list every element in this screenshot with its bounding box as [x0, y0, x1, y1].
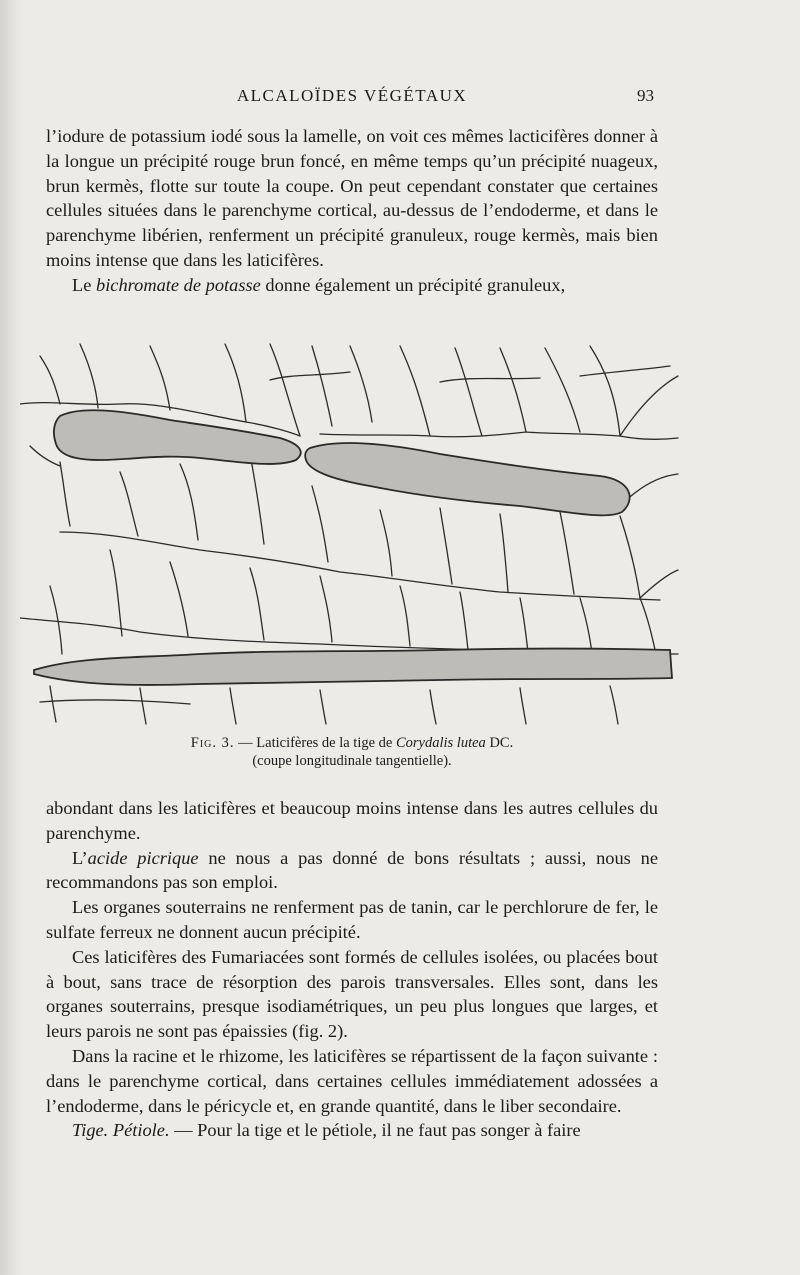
figure-laticiferes	[20, 336, 680, 726]
page-edge-shadow	[0, 0, 22, 1275]
paragraph-bichromate	[46, 273, 658, 298]
paragraph-abondant: abondant dans les laticifères et beaucoup moins intense dans les autres cellules du parenchyme.	[46, 798, 658, 843]
paragraph-acide-rest: ne nous a pas donné de bons résultats ; aussi, nous ne recommandons pas son emploi.	[46, 847, 658, 893]
text-block-top	[46, 124, 658, 298]
paragraph-bichromate-lead: Le	[72, 274, 96, 295]
paragraph-tige-term: Tige. Pétiole.	[72, 1120, 170, 1141]
paragraph-organes: Les organes souterrains ne renferment pas de tanin, car le perchlorure de fer, le sulfate ferreux ne donnent aucun précipité.	[46, 897, 658, 942]
paragraph-acide-lead: L’	[72, 847, 88, 868]
caption-text: — Laticifères de la tige de	[234, 735, 396, 751]
laticifer-lower	[34, 649, 672, 685]
paragraph-iodure: l’iodure de potassium iodé sous la lamelle, on voit ces mêmes lacticifères donner à la longue un précipité rouge brun foncé, en même temps qu’un précipité nuageux, brun kermès, flotte sur toute la coupe. On peut cependant constater que certaines cellules situées dans le parenchyme cortical, au-dessus de l’endoderme, et dans le parenchyme libérien, renferment un précipité granuleux, rouge kermès, mais bien moins intense que dans les laticifères.	[46, 126, 658, 270]
caption-author: DC.	[485, 735, 514, 751]
caption-line-2: (coupe longitudinale tangentielle).	[252, 753, 452, 769]
paragraph-fumariacees: Ces laticifères des Fumariacées sont formés de cellules isolées, ou placées bout à bout, sans trace de résorption des parois transversales. Elles sont, dans les organes souterrains, presque isodiamétriques, un peu plus longues que larges, et leurs parois ne sont pas épaissies (fig. 2).	[46, 946, 658, 1042]
paragraph-bichromate-term: bichromate de potasse	[96, 274, 261, 295]
page-number: 93	[637, 86, 654, 105]
paragraph-tige-rest: — Pour la tige et le pétiole, il ne faut pas songer à faire	[169, 1120, 581, 1141]
caption-line-1	[46, 734, 658, 752]
paragraph-acide-term: acide picrique	[87, 847, 199, 868]
laticifer-illustration	[20, 336, 680, 726]
laticifer-upper-right	[305, 443, 629, 516]
figure-label: Fig. 3.	[190, 735, 235, 751]
caption-species: Corydalis lutea	[395, 735, 486, 751]
text-block-bottom	[46, 796, 658, 1143]
running-header	[46, 86, 658, 112]
paragraph-tige	[46, 1118, 658, 1143]
paragraph-racine: Dans la racine et le rhizome, les laticifères se répartissent de la façon suivante : dans le parenchyme cortical, dans certaines cellules immédiatement adossées a l’endoderme, dans le péricycle et, en grande quantité, dans le liber secondaire.	[46, 1045, 658, 1116]
laticifer-upper-left	[54, 410, 301, 464]
paragraph-acide-picrique	[46, 846, 658, 896]
figure-caption	[46, 734, 658, 770]
paragraph-bichromate-rest: donne également un précipité granuleux,	[260, 274, 566, 295]
running-title: ALCALOÏDES VÉGÉTAUX	[236, 86, 468, 105]
